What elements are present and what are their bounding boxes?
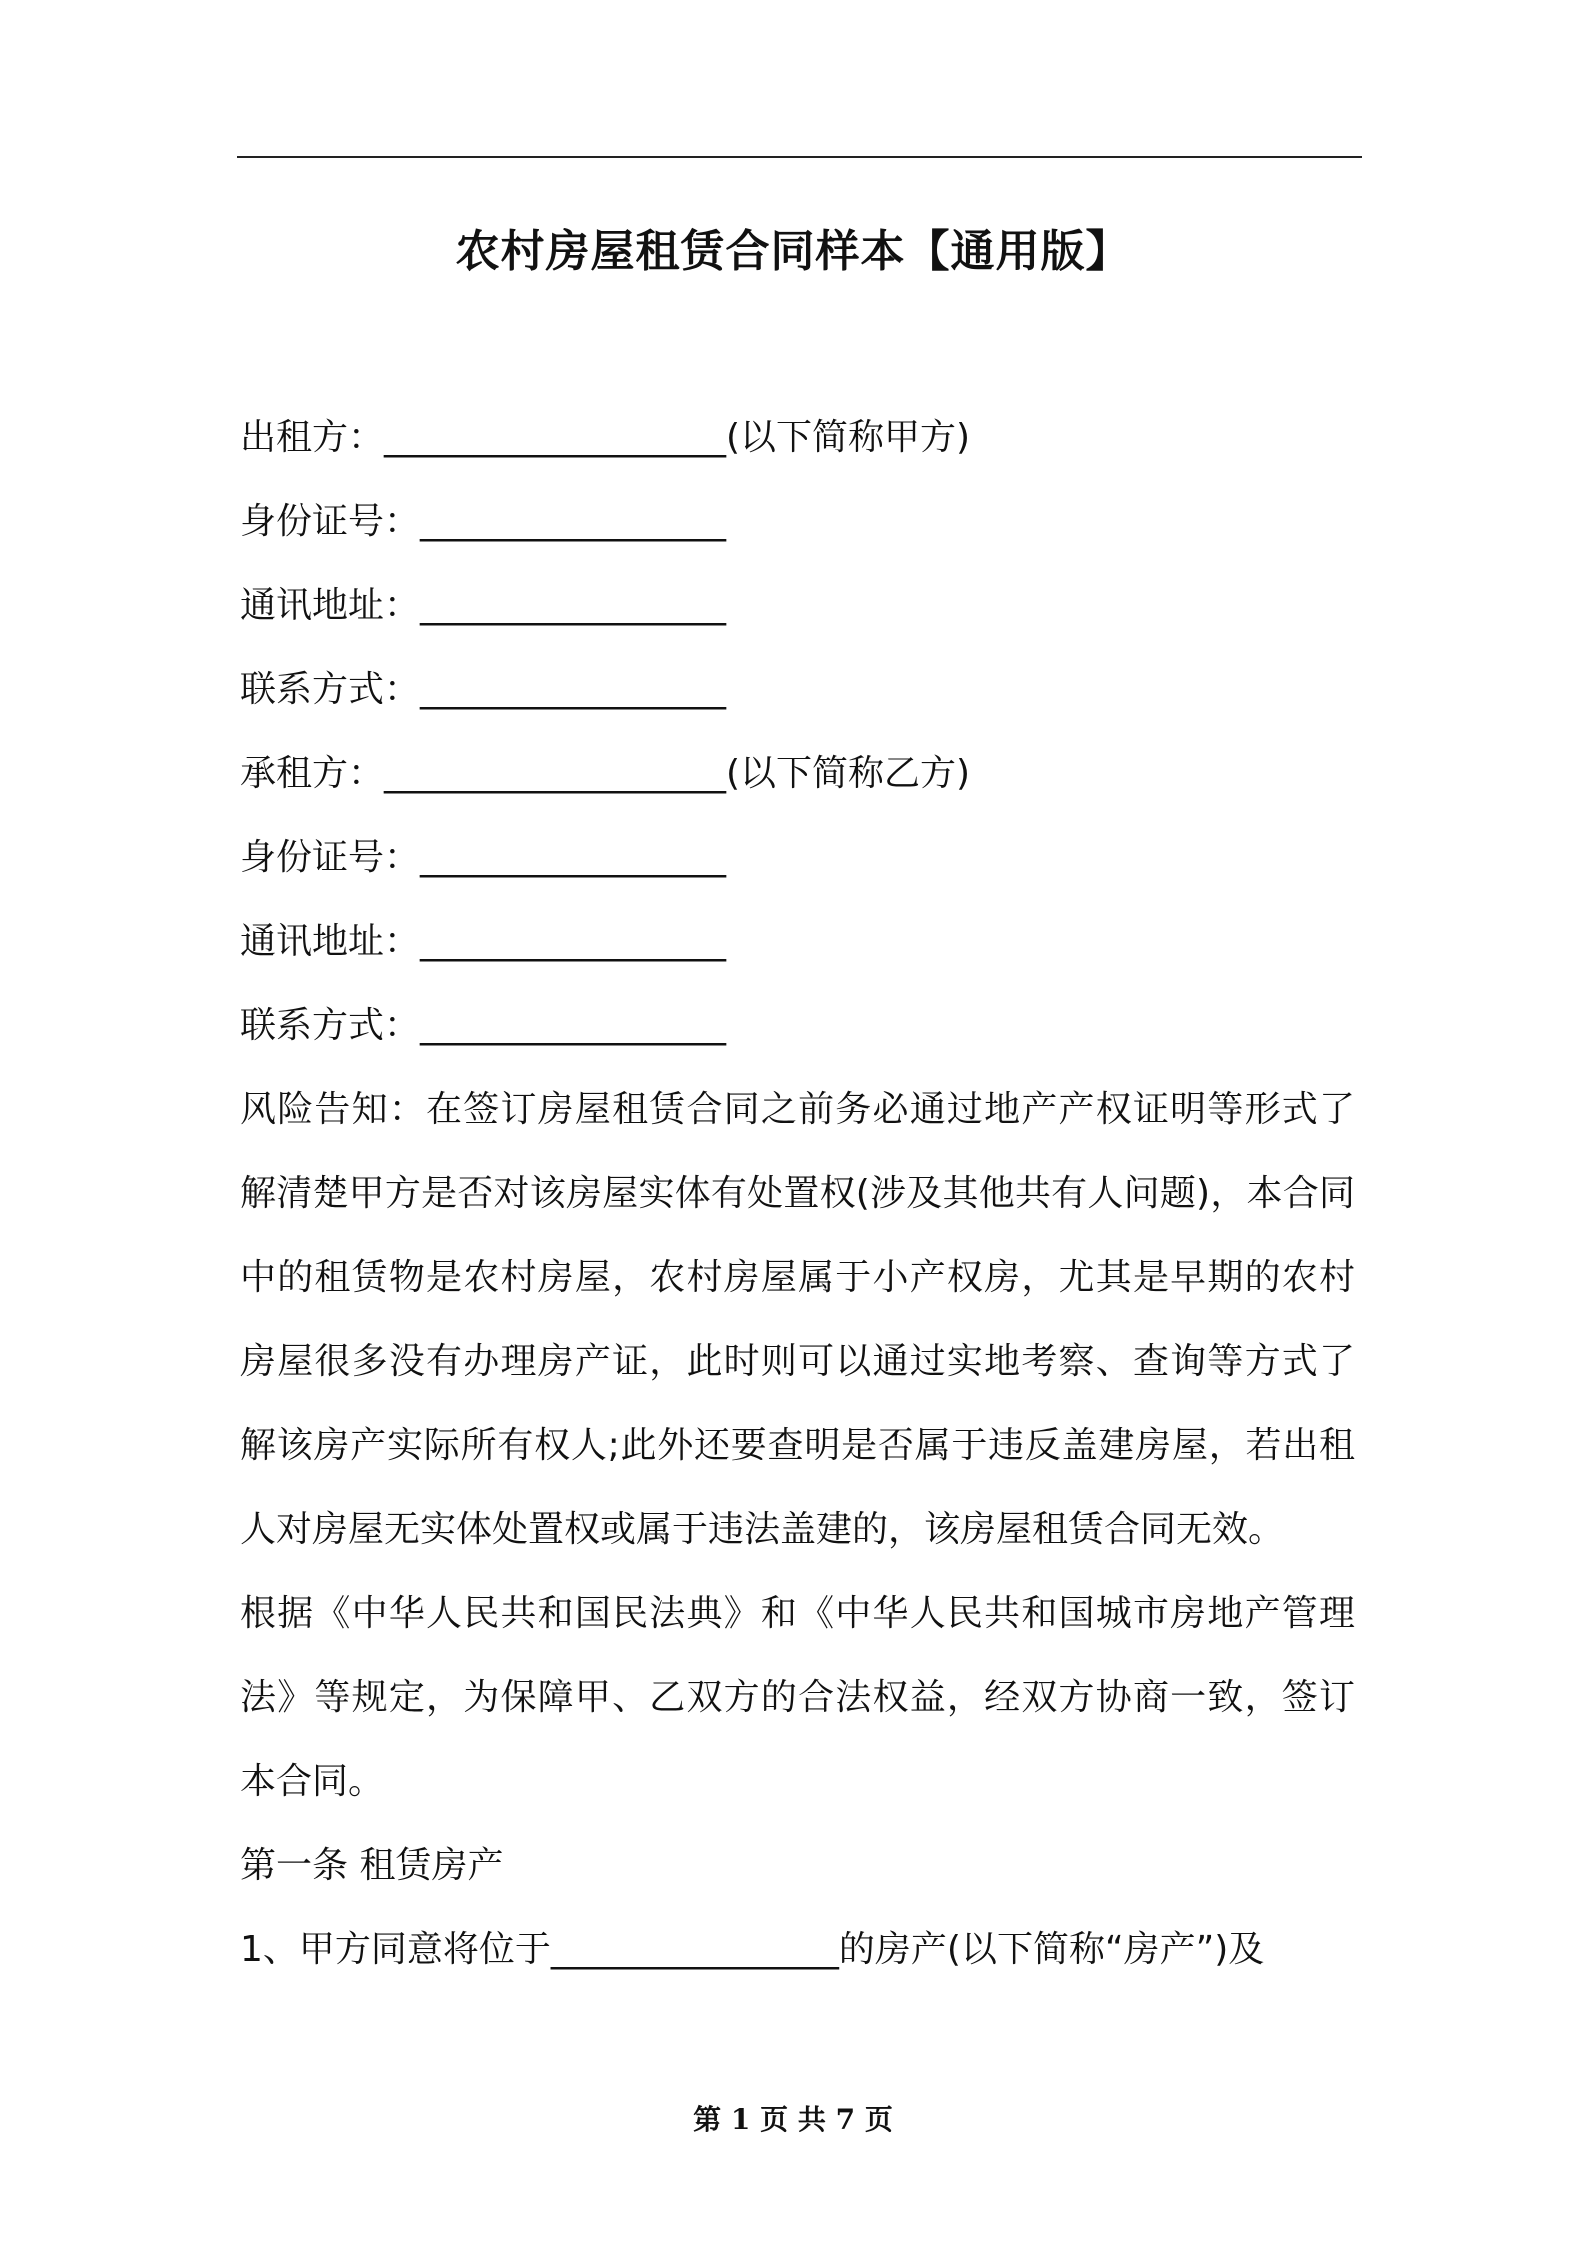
- article-1-item-1: 1、甲方同意将位于________________的房产(以下简称“房产”)及: [240, 1929, 1265, 1970]
- lessee-address-field: 通讯地址：_________________: [240, 921, 727, 962]
- lessor-address-field: 通讯地址：_________________: [240, 585, 727, 626]
- article-1-heading: 第一条 租赁房产: [240, 1845, 504, 1886]
- page-number: 第 1 页 共 7 页: [693, 2103, 893, 2136]
- lessor-contact-field: 联系方式：_________________: [240, 669, 727, 710]
- lessor-id-field: 身份证号：_________________: [240, 501, 727, 542]
- document-title: 农村房屋租赁合同样本【通用版】: [455, 226, 1131, 277]
- lessee-contact-field: 联系方式：_________________: [240, 1005, 727, 1046]
- party-fields: [240, 396, 1365, 1068]
- risk-notice-paragraph: 风险告知：在签订房屋租赁合同之前务必通过地产产权证明等形式了解清楚甲方是否对该房屋实体有处置权(涉及其他共有人问题)，本合同中的租赁物是农村房屋，农村房屋属于小产权房，尤其是早期的农村房屋很多没有办理房产证，此时则可以通过实地考察、查询等方式了解该房产实际所有权人;此外还要查明是否属于违反盖建房屋，若出租人对房屋无实体处置权或属于违法盖建的，该房屋租赁合同无效。: [240, 1089, 1355, 1550]
- lessee-field: 承租方：___________________(以下简称乙方): [240, 753, 971, 794]
- legal-basis-paragraph: 根据《中华人民共和国民法典》和《中华人民共和国城市房地产管理法》等规定，为保障甲、乙双方的合法权益，经双方协商一致，签订本合同。: [240, 1593, 1355, 1802]
- lessor-field: 出租方：___________________(以下简称甲方): [240, 417, 971, 458]
- header-rule: [237, 156, 1362, 158]
- lessee-id-field: 身份证号：_________________: [240, 837, 727, 878]
